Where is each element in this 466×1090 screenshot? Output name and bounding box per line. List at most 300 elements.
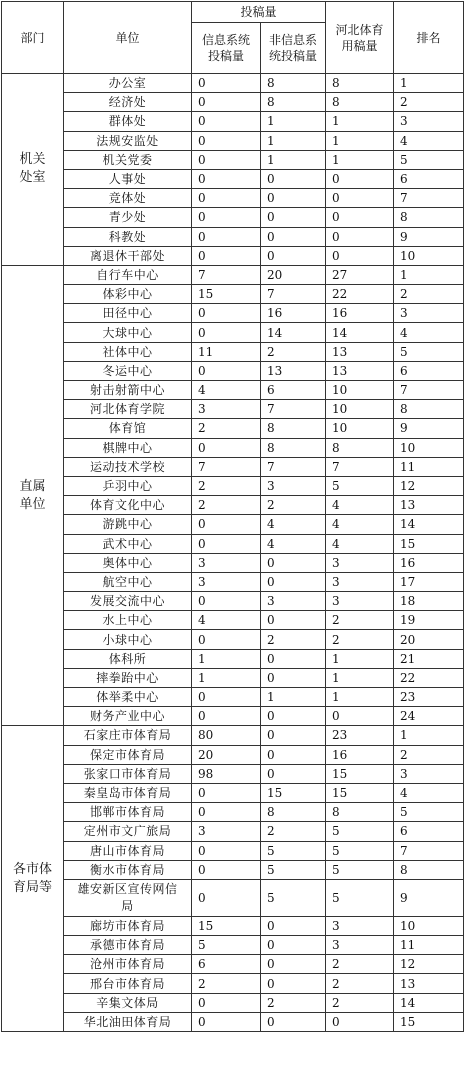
non-info-system-cell: 6 — [261, 381, 326, 400]
hebei-sports-used-cell: 1 — [326, 112, 394, 131]
unit-cell: 水上中心 — [64, 611, 192, 630]
hebei-sports-used-cell: 0 — [326, 208, 394, 227]
unit-cell: 航空中心 — [64, 572, 192, 591]
hebei-sports-used-cell: 10 — [326, 400, 394, 419]
hebei-sports-used-cell: 1 — [326, 668, 394, 687]
non-info-system-cell: 7 — [261, 457, 326, 476]
table-row — [2, 438, 464, 457]
unit-cell: 定州市文广旅局 — [64, 822, 192, 841]
rank-cell: 2 — [394, 745, 464, 764]
non-info-system-cell: 2 — [261, 993, 326, 1012]
unit-cell: 唐山市体育局 — [64, 841, 192, 860]
info-system-cell: 7 — [192, 457, 261, 476]
non-info-system-cell: 0 — [261, 189, 326, 208]
hebei-sports-used-cell: 7 — [326, 457, 394, 476]
unit-cell: 射击射箭中心 — [64, 381, 192, 400]
non-info-system-cell: 15 — [261, 783, 326, 802]
info-system-cell: 15 — [192, 916, 261, 935]
table-row — [2, 553, 464, 572]
rank-cell: 18 — [394, 592, 464, 611]
info-system-cell: 0 — [192, 169, 261, 188]
table-row — [2, 745, 464, 764]
table-row — [2, 668, 464, 687]
info-system-cell: 0 — [192, 304, 261, 323]
hebei-sports-used-cell: 2 — [326, 993, 394, 1012]
unit-cell: 摔拳跆中心 — [64, 668, 192, 687]
info-system-cell: 3 — [192, 822, 261, 841]
info-system-cell: 3 — [192, 572, 261, 591]
dept-cell: 机关处室 — [2, 74, 64, 266]
unit-cell: 财务产业中心 — [64, 707, 192, 726]
table-row — [2, 726, 464, 745]
non-info-system-cell: 3 — [261, 476, 326, 495]
info-system-cell: 0 — [192, 208, 261, 227]
table-row — [2, 131, 464, 150]
info-system-cell: 0 — [192, 438, 261, 457]
hebei-sports-used-cell: 5 — [326, 476, 394, 495]
non-info-system-cell: 0 — [261, 169, 326, 188]
rank-cell: 11 — [394, 457, 464, 476]
non-info-system-cell: 0 — [261, 227, 326, 246]
hebei-sports-used-cell: 0 — [326, 169, 394, 188]
info-system-cell: 0 — [192, 1012, 261, 1031]
non-info-system-cell: 5 — [261, 860, 326, 879]
non-info-system-cell: 5 — [261, 841, 326, 860]
dept-cell: 各市体育局等 — [2, 726, 64, 1032]
info-system-cell: 80 — [192, 726, 261, 745]
non-info-system-cell: 0 — [261, 726, 326, 745]
unit-cell: 经济处 — [64, 93, 192, 112]
rank-cell: 13 — [394, 974, 464, 993]
non-info-system-cell: 2 — [261, 630, 326, 649]
rank-cell: 5 — [394, 342, 464, 361]
hebei-sports-used-cell: 2 — [326, 630, 394, 649]
hebei-sports-used-cell: 16 — [326, 304, 394, 323]
hebei-sports-used-cell: 8 — [326, 438, 394, 457]
info-system-cell: 2 — [192, 496, 261, 515]
table-row — [2, 342, 464, 361]
non-info-system-cell: 1 — [261, 150, 326, 169]
rank-cell: 8 — [394, 860, 464, 879]
unit-cell: 保定市体育局 — [64, 745, 192, 764]
hebei-sports-used-cell: 2 — [326, 955, 394, 974]
hebei-sports-used-cell: 13 — [326, 361, 394, 380]
rank-cell: 5 — [394, 150, 464, 169]
rank-cell: 6 — [394, 361, 464, 380]
info-system-cell: 0 — [192, 74, 261, 93]
table-row — [2, 323, 464, 342]
table-row — [2, 227, 464, 246]
rank-cell: 6 — [394, 169, 464, 188]
info-system-cell: 3 — [192, 553, 261, 572]
non-info-system-cell: 8 — [261, 803, 326, 822]
non-info-system-cell: 0 — [261, 707, 326, 726]
info-system-cell: 0 — [192, 361, 261, 380]
info-system-cell: 98 — [192, 764, 261, 783]
non-info-system-cell: 0 — [261, 649, 326, 668]
table-row — [2, 572, 464, 591]
rank-cell: 10 — [394, 246, 464, 265]
unit-cell: 邯郸市体育局 — [64, 803, 192, 822]
hebei-sports-used-cell: 3 — [326, 936, 394, 955]
non-info-system-cell: 0 — [261, 246, 326, 265]
header-submissions: 投稿量 — [192, 2, 326, 23]
hebei-sports-used-cell: 1 — [326, 649, 394, 668]
table-row — [2, 974, 464, 993]
table-row — [2, 592, 464, 611]
rank-cell: 3 — [394, 764, 464, 783]
table-header — [2, 2, 464, 74]
rank-cell: 7 — [394, 381, 464, 400]
hebei-sports-used-cell: 23 — [326, 726, 394, 745]
rank-cell: 13 — [394, 496, 464, 515]
unit-cell: 衡水市体育局 — [64, 860, 192, 879]
header-dept: 部门 — [2, 2, 64, 74]
info-system-cell: 2 — [192, 476, 261, 495]
unit-cell: 张家口市体育局 — [64, 764, 192, 783]
info-system-cell: 4 — [192, 381, 261, 400]
rank-cell: 16 — [394, 553, 464, 572]
non-info-system-cell: 16 — [261, 304, 326, 323]
non-info-system-cell: 8 — [261, 419, 326, 438]
unit-cell: 廊坊市体育局 — [64, 916, 192, 935]
info-system-cell: 0 — [192, 227, 261, 246]
non-info-system-cell: 7 — [261, 285, 326, 304]
non-info-system-cell: 3 — [261, 592, 326, 611]
hebei-sports-used-cell: 5 — [326, 860, 394, 879]
hebei-sports-used-cell: 4 — [326, 515, 394, 534]
rank-cell: 3 — [394, 112, 464, 131]
hebei-sports-used-cell: 8 — [326, 93, 394, 112]
rank-cell: 9 — [394, 419, 464, 438]
rank-cell: 19 — [394, 611, 464, 630]
info-system-cell: 6 — [192, 955, 261, 974]
info-system-cell: 0 — [192, 93, 261, 112]
info-system-cell: 20 — [192, 745, 261, 764]
rank-cell: 4 — [394, 131, 464, 150]
table-row — [2, 916, 464, 935]
info-system-cell: 11 — [192, 342, 261, 361]
rank-cell: 4 — [394, 783, 464, 802]
table-row — [2, 476, 464, 495]
non-info-system-cell: 1 — [261, 112, 326, 131]
hebei-sports-used-cell: 14 — [326, 323, 394, 342]
non-info-system-cell: 0 — [261, 1012, 326, 1031]
table-row — [2, 457, 464, 476]
hebei-sports-used-cell: 0 — [326, 227, 394, 246]
hebei-sports-used-cell: 3 — [326, 916, 394, 935]
unit-cell: 发展交流中心 — [64, 592, 192, 611]
unit-cell: 社体中心 — [64, 342, 192, 361]
table-row — [2, 74, 464, 93]
unit-cell: 石家庄市体育局 — [64, 726, 192, 745]
table-row — [2, 189, 464, 208]
unit-cell: 群体处 — [64, 112, 192, 131]
info-system-cell: 7 — [192, 265, 261, 284]
table-row — [2, 783, 464, 802]
table-row — [2, 93, 464, 112]
hebei-sports-used-cell: 10 — [326, 419, 394, 438]
unit-cell: 体育馆 — [64, 419, 192, 438]
non-info-system-cell: 2 — [261, 496, 326, 515]
hebei-sports-used-cell: 0 — [326, 1012, 394, 1031]
unit-cell: 雄安新区宣传网信局 — [64, 879, 192, 916]
info-system-cell: 0 — [192, 783, 261, 802]
info-system-cell: 0 — [192, 592, 261, 611]
table-row — [2, 993, 464, 1012]
header-unit: 单位 — [64, 2, 192, 74]
rank-cell: 7 — [394, 189, 464, 208]
rank-cell: 1 — [394, 726, 464, 745]
hebei-sports-used-cell: 1 — [326, 150, 394, 169]
non-info-system-cell: 13 — [261, 361, 326, 380]
hebei-sports-used-cell: 3 — [326, 592, 394, 611]
non-info-system-cell: 5 — [261, 879, 326, 916]
non-info-system-cell: 0 — [261, 668, 326, 687]
unit-cell: 奥体中心 — [64, 553, 192, 572]
table-row — [2, 361, 464, 380]
table-row — [2, 841, 464, 860]
hebei-sports-used-cell: 8 — [326, 803, 394, 822]
non-info-system-cell: 0 — [261, 936, 326, 955]
unit-cell: 体科所 — [64, 649, 192, 668]
info-system-cell: 0 — [192, 630, 261, 649]
info-system-cell: 1 — [192, 649, 261, 668]
non-info-system-cell: 0 — [261, 208, 326, 227]
info-system-cell: 2 — [192, 974, 261, 993]
table-row — [2, 764, 464, 783]
hebei-sports-used-cell: 3 — [326, 553, 394, 572]
info-system-cell: 0 — [192, 993, 261, 1012]
header-hebei-sports-used: 河北体育用稿量 — [326, 2, 394, 74]
rank-cell: 9 — [394, 227, 464, 246]
table-row — [2, 688, 464, 707]
non-info-system-cell: 4 — [261, 534, 326, 553]
table-body — [2, 74, 464, 1032]
rank-cell: 6 — [394, 822, 464, 841]
non-info-system-cell: 0 — [261, 745, 326, 764]
info-system-cell: 0 — [192, 707, 261, 726]
rank-cell: 5 — [394, 803, 464, 822]
table-row — [2, 707, 464, 726]
hebei-sports-used-cell: 8 — [326, 74, 394, 93]
unit-cell: 科教处 — [64, 227, 192, 246]
hebei-sports-used-cell: 5 — [326, 841, 394, 860]
unit-cell: 体举柔中心 — [64, 688, 192, 707]
non-info-system-cell: 0 — [261, 916, 326, 935]
unit-cell: 沧州市体育局 — [64, 955, 192, 974]
unit-cell: 大球中心 — [64, 323, 192, 342]
table-row — [2, 1012, 464, 1031]
hebei-sports-used-cell: 13 — [326, 342, 394, 361]
hebei-sports-used-cell: 15 — [326, 764, 394, 783]
hebei-sports-used-cell: 16 — [326, 745, 394, 764]
hebei-sports-used-cell: 15 — [326, 783, 394, 802]
hebei-sports-used-cell: 27 — [326, 265, 394, 284]
hebei-sports-used-cell: 22 — [326, 285, 394, 304]
table-row — [2, 860, 464, 879]
info-system-cell: 0 — [192, 841, 261, 860]
unit-cell: 承德市体育局 — [64, 936, 192, 955]
info-system-cell: 0 — [192, 688, 261, 707]
table-row — [2, 611, 464, 630]
submission-ranking-table — [1, 1, 464, 1032]
rank-cell: 17 — [394, 572, 464, 591]
table-row — [2, 822, 464, 841]
non-info-system-cell: 2 — [261, 342, 326, 361]
info-system-cell: 15 — [192, 285, 261, 304]
rank-cell: 7 — [394, 841, 464, 860]
info-system-cell: 1 — [192, 668, 261, 687]
hebei-sports-used-cell: 3 — [326, 572, 394, 591]
table-row — [2, 285, 464, 304]
unit-cell: 体育文化中心 — [64, 496, 192, 515]
table-row — [2, 265, 464, 284]
info-system-cell: 0 — [192, 803, 261, 822]
info-system-cell: 3 — [192, 400, 261, 419]
table-row — [2, 112, 464, 131]
unit-cell: 华北油田体育局 — [64, 1012, 192, 1031]
non-info-system-cell: 0 — [261, 974, 326, 993]
non-info-system-cell: 1 — [261, 688, 326, 707]
unit-cell: 武术中心 — [64, 534, 192, 553]
hebei-sports-used-cell: 1 — [326, 688, 394, 707]
rank-cell: 14 — [394, 515, 464, 534]
info-system-cell: 5 — [192, 936, 261, 955]
rank-cell: 1 — [394, 265, 464, 284]
hebei-sports-used-cell: 4 — [326, 534, 394, 553]
rank-cell: 24 — [394, 707, 464, 726]
table-row — [2, 803, 464, 822]
unit-cell: 机关党委 — [64, 150, 192, 169]
non-info-system-cell: 8 — [261, 74, 326, 93]
table-row — [2, 169, 464, 188]
unit-cell: 河北体育学院 — [64, 400, 192, 419]
rank-cell: 2 — [394, 285, 464, 304]
non-info-system-cell: 0 — [261, 955, 326, 974]
rank-cell: 2 — [394, 93, 464, 112]
header-rank: 排名 — [394, 2, 464, 74]
non-info-system-cell: 2 — [261, 822, 326, 841]
unit-cell: 小球中心 — [64, 630, 192, 649]
non-info-system-cell: 1 — [261, 131, 326, 150]
unit-cell: 青少处 — [64, 208, 192, 227]
info-system-cell: 0 — [192, 515, 261, 534]
hebei-sports-used-cell: 10 — [326, 381, 394, 400]
hebei-sports-used-cell: 0 — [326, 246, 394, 265]
info-system-cell: 0 — [192, 879, 261, 916]
unit-cell: 离退休干部处 — [64, 246, 192, 265]
rank-cell: 4 — [394, 323, 464, 342]
non-info-system-cell: 14 — [261, 323, 326, 342]
unit-cell: 田径中心 — [64, 304, 192, 323]
hebei-sports-used-cell: 5 — [326, 822, 394, 841]
non-info-system-cell: 0 — [261, 611, 326, 630]
rank-cell: 10 — [394, 916, 464, 935]
header-info-system: 信息系统投稿量 — [192, 23, 261, 74]
rank-cell: 8 — [394, 400, 464, 419]
non-info-system-cell: 20 — [261, 265, 326, 284]
unit-cell: 自行车中心 — [64, 265, 192, 284]
table-row — [2, 879, 464, 916]
info-system-cell: 4 — [192, 611, 261, 630]
table-row — [2, 208, 464, 227]
unit-cell: 办公室 — [64, 74, 192, 93]
non-info-system-cell: 4 — [261, 515, 326, 534]
rank-cell: 15 — [394, 1012, 464, 1031]
info-system-cell: 0 — [192, 323, 261, 342]
info-system-cell: 2 — [192, 419, 261, 438]
rank-cell: 23 — [394, 688, 464, 707]
unit-cell: 人事处 — [64, 169, 192, 188]
non-info-system-cell: 0 — [261, 764, 326, 783]
table-row — [2, 955, 464, 974]
hebei-sports-used-cell: 5 — [326, 879, 394, 916]
table-row — [2, 246, 464, 265]
info-system-cell: 0 — [192, 131, 261, 150]
non-info-system-cell: 0 — [261, 553, 326, 572]
rank-cell: 12 — [394, 955, 464, 974]
hebei-sports-used-cell: 0 — [326, 707, 394, 726]
header-non-info-system: 非信息系统投稿量 — [261, 23, 326, 74]
table-row — [2, 150, 464, 169]
table-row — [2, 381, 464, 400]
hebei-sports-used-cell: 2 — [326, 611, 394, 630]
hebei-sports-used-cell: 1 — [326, 131, 394, 150]
unit-cell: 乒羽中心 — [64, 476, 192, 495]
rank-cell: 21 — [394, 649, 464, 668]
table-row — [2, 534, 464, 553]
rank-cell: 10 — [394, 438, 464, 457]
table-row — [2, 936, 464, 955]
rank-cell: 15 — [394, 534, 464, 553]
table-row — [2, 515, 464, 534]
rank-cell: 8 — [394, 208, 464, 227]
rank-cell: 22 — [394, 668, 464, 687]
unit-cell: 竞体处 — [64, 189, 192, 208]
table-row — [2, 649, 464, 668]
info-system-cell: 0 — [192, 189, 261, 208]
table-row — [2, 419, 464, 438]
table-row — [2, 304, 464, 323]
info-system-cell: 0 — [192, 150, 261, 169]
rank-cell: 12 — [394, 476, 464, 495]
unit-cell: 游跳中心 — [64, 515, 192, 534]
table-row — [2, 400, 464, 419]
non-info-system-cell: 8 — [261, 93, 326, 112]
unit-cell: 冬运中心 — [64, 361, 192, 380]
unit-cell: 邢台市体育局 — [64, 974, 192, 993]
rank-cell: 3 — [394, 304, 464, 323]
rank-cell: 11 — [394, 936, 464, 955]
table-row — [2, 496, 464, 515]
info-system-cell: 0 — [192, 860, 261, 879]
rank-cell: 14 — [394, 993, 464, 1012]
unit-cell: 法规安监处 — [64, 131, 192, 150]
non-info-system-cell: 8 — [261, 438, 326, 457]
hebei-sports-used-cell: 4 — [326, 496, 394, 515]
hebei-sports-used-cell: 2 — [326, 974, 394, 993]
unit-cell: 棋牌中心 — [64, 438, 192, 457]
info-system-cell: 0 — [192, 246, 261, 265]
unit-cell: 运动技术学校 — [64, 457, 192, 476]
dept-cell: 直属单位 — [2, 265, 64, 726]
non-info-system-cell: 0 — [261, 572, 326, 591]
info-system-cell: 0 — [192, 534, 261, 553]
unit-cell: 辛集文体局 — [64, 993, 192, 1012]
rank-cell: 9 — [394, 879, 464, 916]
unit-cell: 秦皇岛市体育局 — [64, 783, 192, 802]
